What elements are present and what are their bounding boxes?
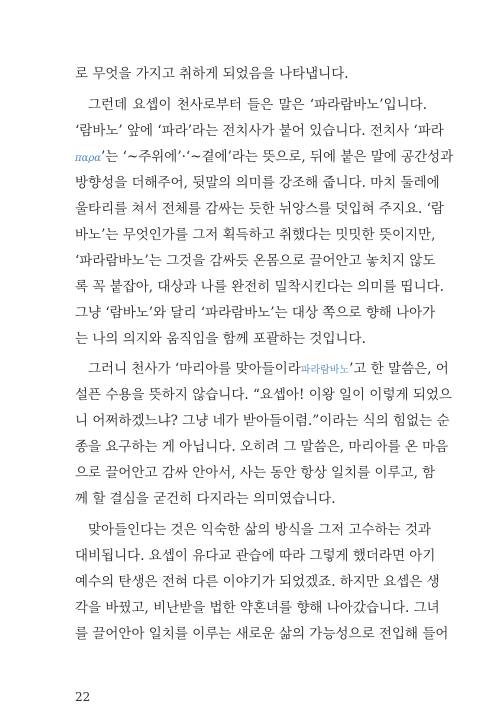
text-line: 예수의 탄생은 전혀 다른 이야기가 되었겠죠. 하지만 요셉은 생 [75,574,440,590]
text-line: 그런데 요셉이 천사로부터 들은 말은 ‘파라람바노’입니다. [88,97,427,113]
text-line: 록 꼭 붙잡아, 대상과 나를 완전히 밀착시킨다는 의미를 띱니다. [75,279,444,295]
greek-annotation: παρα [75,153,101,164]
text-line-start: 그러니 천사가 ‘마리아를 맞아들이라 [88,361,301,377]
text-line: 맞아들인다는 것은 익숙한 삶의 방식을 그저 고수하는 것과 [88,522,432,538]
text-line: 를 끌어안아 일치를 이루는 새로운 삶의 가능성으로 전입해 들어 [75,626,449,642]
text-line: 으로 끌어안고 감싸 안아서, 사는 동안 항상 일치를 이루고, 함 [75,465,436,481]
text-line-with-greek [75,147,454,167]
text-line: 니 어쩌하겠느냐? 그냥 네가 받아들이렴.”이라는 식의 힘없는 순 [75,413,450,429]
text-line: 종을 요구하는 게 아닙니다. 오히려 그 말씀은, 마리아를 온 마음 [75,439,449,455]
text-line: 울타리를 쳐서 전체를 감싸는 듯한 뉘앙스를 덧입혀 주지요. ‘람 [75,201,444,217]
text-line-end: ’고 한 말씀은, 어 [349,361,449,377]
text-line: 설픈 수용을 뜻하지 않습니다. “요셉아! 이왕 일이 이렇게 되었으 [75,387,452,403]
text-line: 바노’는 무엇인가를 그저 획득하고 취했다는 밋밋한 뜻이지만, [75,227,436,243]
text-line: 각을 바꿨고, 비난받을 법한 약혼녀를 향해 나아갔습니다. 그녀 [75,600,440,616]
page-number: 22 [75,690,91,704]
text-line: 로 무엇을 가지고 취하게 되었음을 나타냅니다. [75,66,349,82]
text-line: 대비됩니다. 요셉이 유다교 관습에 따라 그렇게 했더라면 아기 [75,548,436,564]
text-line: 그냥 ‘람바노’와 달리 ‘파라람바노’는 대상 쪽으로 향해 나아가 [75,305,436,321]
inline-note: 파라람바노 [300,365,350,376]
text-line: ‘람바노’ 앞에 ‘파라’라는 전치사가 붙어 있습니다. 전치사 ‘파라 [75,123,444,139]
text-line: 는 나의 의지와 움직임을 함께 포괄하는 것입니다. [75,331,366,347]
text-line: 께 할 결심을 굳건히 다지라는 의미였습니다. [75,491,336,507]
text-line: 방향성을 더해주어, 뒷말의 의미를 강조해 줍니다. 마치 둘레에 [75,175,440,191]
text-line: ‘파라람바노’는 그것을 감싸듯 온몸으로 끌어안고 놓치지 않도 [75,253,436,269]
text-line-with-note [75,359,449,379]
text-line-rest: ’는 ‘~주위에’·‘~곁에’라는 뜻으로, 뒤에 붙은 말에 공간성과 [100,149,454,165]
